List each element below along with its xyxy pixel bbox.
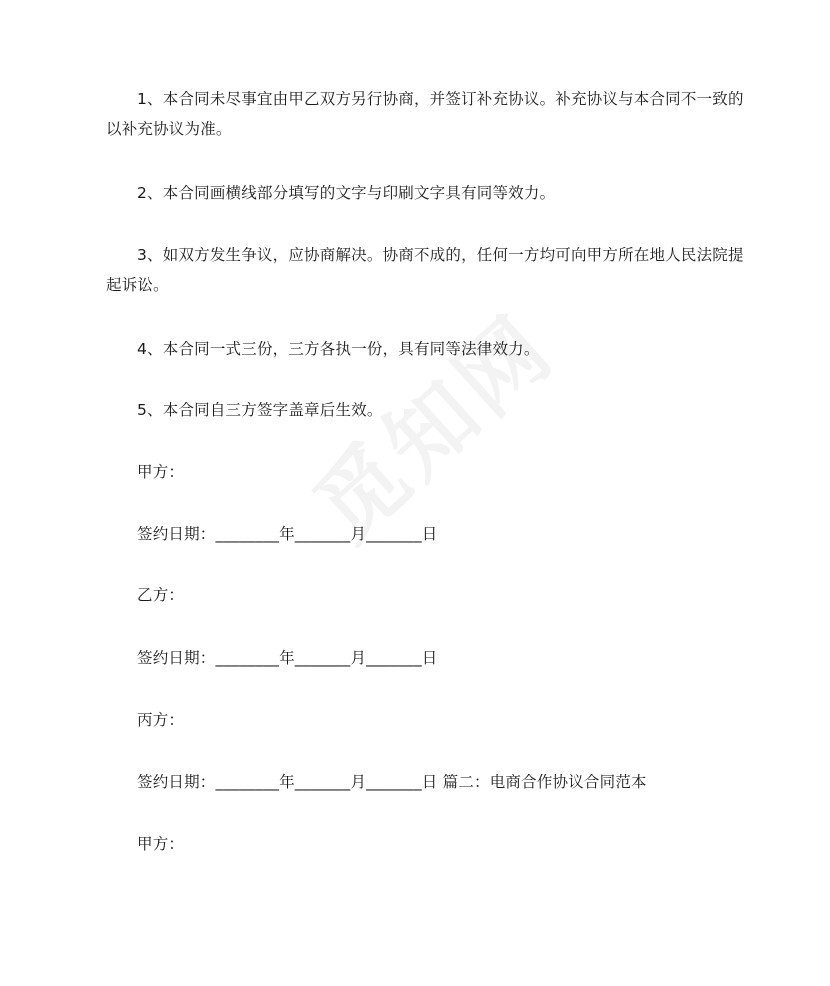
party-b-sign-date: 签约日期：________年_______月_______日 <box>137 649 438 667</box>
party-c-sign-date-and-next-title: 签约日期：________年_______月_______日 篇二：电商合作协议合同范本 <box>137 773 647 791</box>
clause-2: 2、本合同画横线部分填写的文字与印刷文字具有同等效力。 <box>137 184 556 202</box>
party-a-label: 甲方： <box>137 463 185 481</box>
party-a-sign-date: 签约日期：________年_______月_______日 <box>137 525 438 543</box>
clause-1: 1、本合同未尽事宜由甲乙双方另行协商，并签订补充协议。补充协议与本合同不一致的以补充协议为准。 <box>106 90 744 138</box>
next-party-a-label: 甲方： <box>137 835 185 853</box>
party-b-label: 乙方： <box>137 586 185 604</box>
clause-3: 3、如双方发生争议，应协商解决。协商不成的，任何一方均可向甲方所在地人民法院提起诉讼。 <box>106 246 744 294</box>
clause-5: 5、本合同自三方签字盖章后生效。 <box>137 401 383 419</box>
clause-4: 4、本合同一式三份，三方各执一份，具有同等法律效力。 <box>137 340 540 358</box>
party-c-label: 丙方： <box>137 711 185 729</box>
